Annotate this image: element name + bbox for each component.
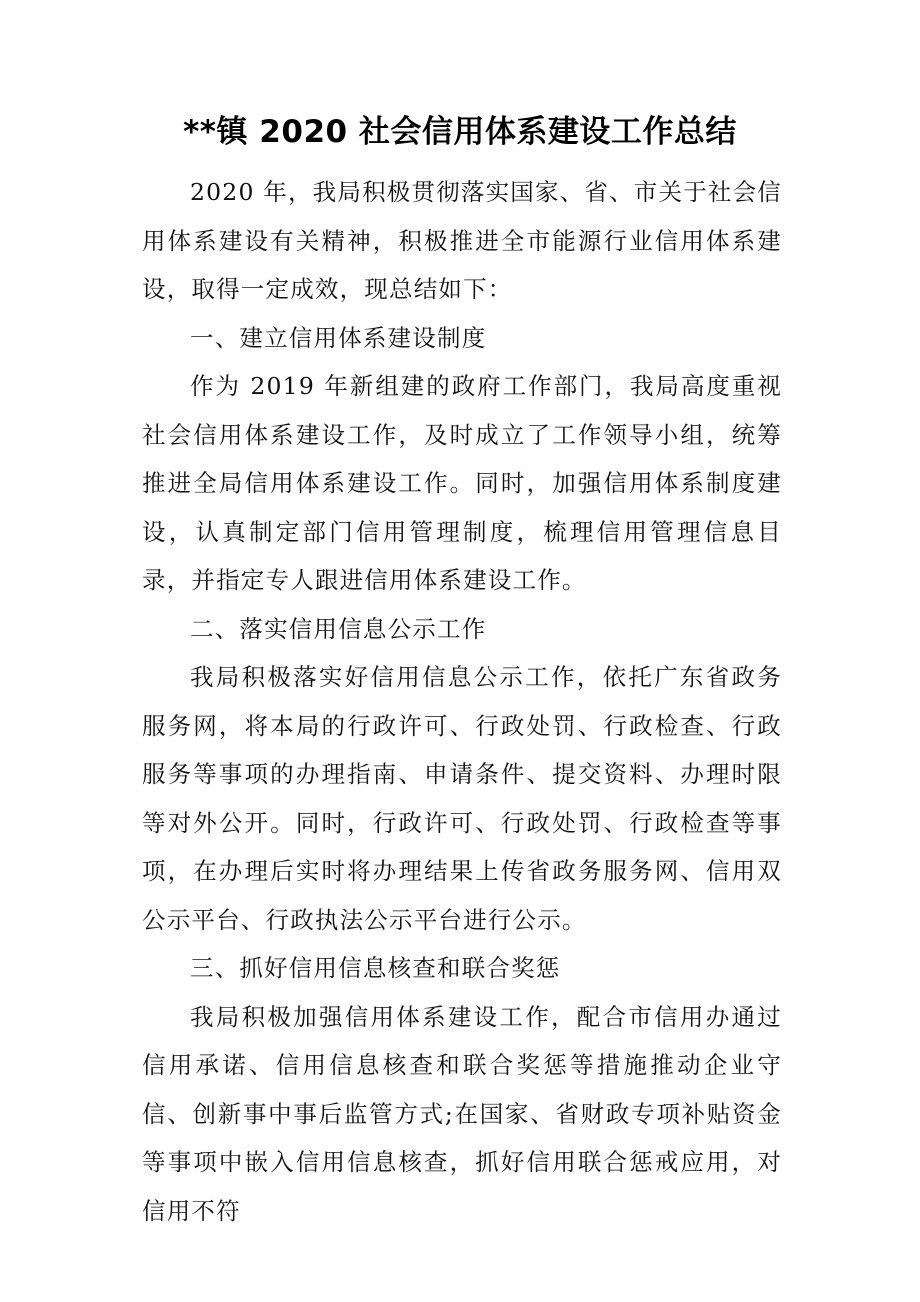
document-body <box>142 168 782 1235</box>
section-paragraph-3: 我局积极加强信用体系建设工作，配合市信用办通过信用承诺、信用信息核查和联合奖惩等措施推动企业守信、创新事中事后监管方式;在国家、省财政专项补贴资金等事项中嵌入信用信息核查，抓好信用联合惩戒应用，对信用不符 <box>142 1002 782 1225</box>
section-heading-1: 一、建立信用体系建设制度 <box>190 323 487 352</box>
section-paragraph-2: 我局积极落实好信用信息公示工作，依托广东省政务服务网，将本局的行政许可、行政处罚、行政检查、行政服务等事项的办理指南、申请条件、提交资料、办理时限等对外公开。同时，行政许可、行政处罚、行政检查等事项，在办理后实时将办理结果上传省政务服务网、信用双公示平台、行政执法公示平台进行公示。 <box>142 663 782 934</box>
intro-paragraph: 2020 年，我局积极贯彻落实国家、省、市关于社会信用体系建设有关精神，积极推进全市能源行业信用体系建设，取得一定成效，现总结如下： <box>142 178 782 303</box>
section-heading-3: 三、抓好信用信息核查和联合奖惩 <box>190 954 561 982</box>
section-paragraph-1: 作为 2019 年新组建的政府工作部门，我局高度重视社会信用体系建设工作，及时成立了工作领导小组，统筹推进全局信用体系建设工作。同时，加强信用体系制度建设，认真制定部门信用管理制度，梳理信用管理信息目录，并指定专人跟进信用体系建设工作。 <box>142 372 782 594</box>
section-heading-2: 二、落实信用信息公示工作 <box>190 614 487 643</box>
document-title: **镇 2020 社会信用体系建设工作总结 <box>183 114 737 150</box>
